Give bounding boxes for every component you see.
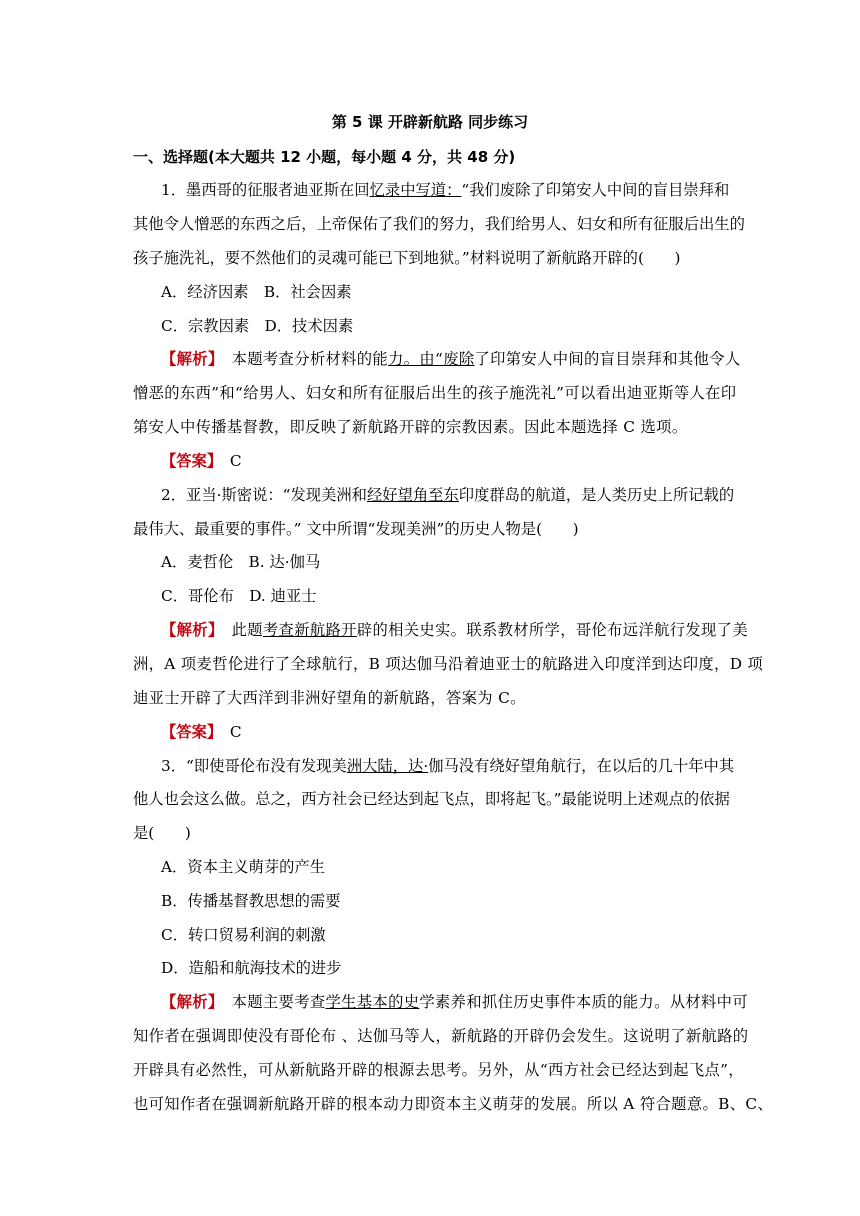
analysis-tag: 【解析】: [161, 350, 216, 368]
q2-options-row-2: C．哥伦布 D. 迪亚士: [161, 587, 317, 605]
q3-underlined-text: 洲大陆，达·: [346, 757, 429, 775]
analysis-tag: 【解析】: [161, 993, 216, 1011]
q1-answer-line: [161, 451, 766, 471]
q1-stem-text: 1．墨西哥的征服者迪亚斯在回: [161, 181, 370, 199]
q1-underlined-text: 忆录中写道：: [369, 181, 462, 199]
q3-analysis-line-4: 也可知作者在强调新航路开辟的根本动力即资本主义萌芽的发展。所以 A 符合题意。B、C、: [133, 1095, 774, 1113]
answer-tag: 【答案】: [161, 452, 215, 470]
q3-analysis-line-2: 知作者在强调即使没有哥伦布 、达伽马等人，新航路的开辟仍会发生。这说明了新航路的: [133, 1027, 749, 1045]
q1-analysis-text: 本题考查分析材料的能: [215, 350, 389, 368]
q2-analysis-line-3: 迪亚士开辟了大西洋到非洲好望角的新航路，答案为 C。: [133, 689, 526, 707]
q2-analysis-text: 此题: [215, 621, 263, 639]
q1-answer-value: C: [214, 452, 242, 470]
q3-stem-line-1: [161, 756, 766, 776]
q2-answer-line: [161, 722, 766, 742]
q3-analysis-underlined: 学生基本的史: [325, 993, 420, 1011]
analysis-tag: 【解析】: [161, 621, 216, 639]
q3-option-c: C．转口贸易利润的刺激: [161, 926, 326, 944]
q1-stem-line-3: 孩子施洗礼，要不然他们的灵魂可能已下到地狱。”材料说明了新航路开辟的( ): [133, 249, 681, 267]
q1-options-row-2: C．宗教因素 D．技术因素: [161, 317, 354, 335]
q2-analysis-underlined: 考查新航路开: [262, 621, 357, 639]
q1-analysis-underlined: 力。由“废除: [388, 350, 475, 368]
q3-analysis-text: 本题主要考查: [215, 993, 326, 1011]
q3-analysis-text: 学素养和抓住历史事件本质的能力。从材料中可: [419, 993, 748, 1011]
q2-answer-value: C: [214, 723, 242, 741]
q2-underlined-text: 经好望角至东: [366, 486, 459, 504]
q1-stem-line-2: 其他令人憎恶的东西之后，上帝保佑了我们的努力，我们给男人、妇女和所有征服后出生的: [133, 215, 745, 233]
q1-analysis-line-2: 憎恶的东西”和“给男人、妇女和所有征服后出生的孩子施洗礼”可以看出迪亚斯等人在印: [133, 384, 737, 402]
q3-analysis-line-1: [161, 992, 766, 1012]
q1-options-row-1: A．经济因素 B．社会因素: [161, 283, 352, 301]
q2-options-row-1: A．麦哲伦 B. 达·伽马: [161, 553, 321, 571]
q2-analysis-line-2: 洲，A 项麦哲伦进行了全球航行，B 项达伽马沿着迪亚士的航路进入印度洋到达印度，D 项: [133, 655, 764, 673]
answer-tag: 【答案】: [161, 723, 215, 741]
q2-analysis-text: 辟的相关史实。联系教材所学，哥伦布远洋航行发现了美: [356, 621, 748, 639]
q3-option-b: B．传播基督教思想的需要: [161, 892, 341, 910]
q3-stem-line-3: 是( ): [133, 824, 191, 842]
q3-stem-text: 3．“即使哥伦布没有发现美: [161, 757, 347, 775]
q2-stem-text: 2．亚当·斯密说：“发现美洲和: [161, 486, 367, 504]
q2-stem-text: 印度群岛的航道，是人类历史上所记载的: [458, 486, 735, 504]
q1-stem-text: “我们废除了印第安人中间的盲目崇拜和: [461, 181, 730, 199]
q3-option-d: D．造船和航海技术的进步: [161, 959, 342, 977]
q1-analysis-line-3: 第安人中传播基督教，即反映了新航路开辟的宗教因素。因此本题选择 C 选项。: [133, 418, 688, 436]
q2-stem-line-1: [161, 485, 766, 505]
q3-option-a: A．资本主义萌芽的产生: [161, 858, 326, 876]
q3-analysis-line-3: 开辟具有必然性，可从新航路开辟的根源去思考。另外，从“西方社会已经达到起飞点”，: [133, 1061, 744, 1079]
section-heading: 一、选择题(本大题共 12 小题，每小题 4 分，共 48 分): [133, 148, 516, 166]
q2-stem-line-2: 最伟大、最重要的事件。” 文中所谓“发现美洲”的历史人物是( ): [133, 520, 579, 538]
page-title: 第 5 课 开辟新航路 同步练习: [331, 113, 529, 131]
q3-stem-text: 伽马没有绕好望角航行，在以后的几十年中其: [428, 757, 735, 775]
q1-analysis-line-1: [161, 349, 766, 369]
q1-stem-line-1: [161, 180, 766, 200]
q1-analysis-text: 了印第安人中间的盲目崇拜和其他令人: [474, 350, 741, 368]
q3-stem-line-2: 他人也会这么做。总之，西方社会已经达到起飞点，即将起飞。”最能说明上述观点的依据: [133, 790, 730, 808]
q2-analysis-line-1: [161, 620, 766, 640]
